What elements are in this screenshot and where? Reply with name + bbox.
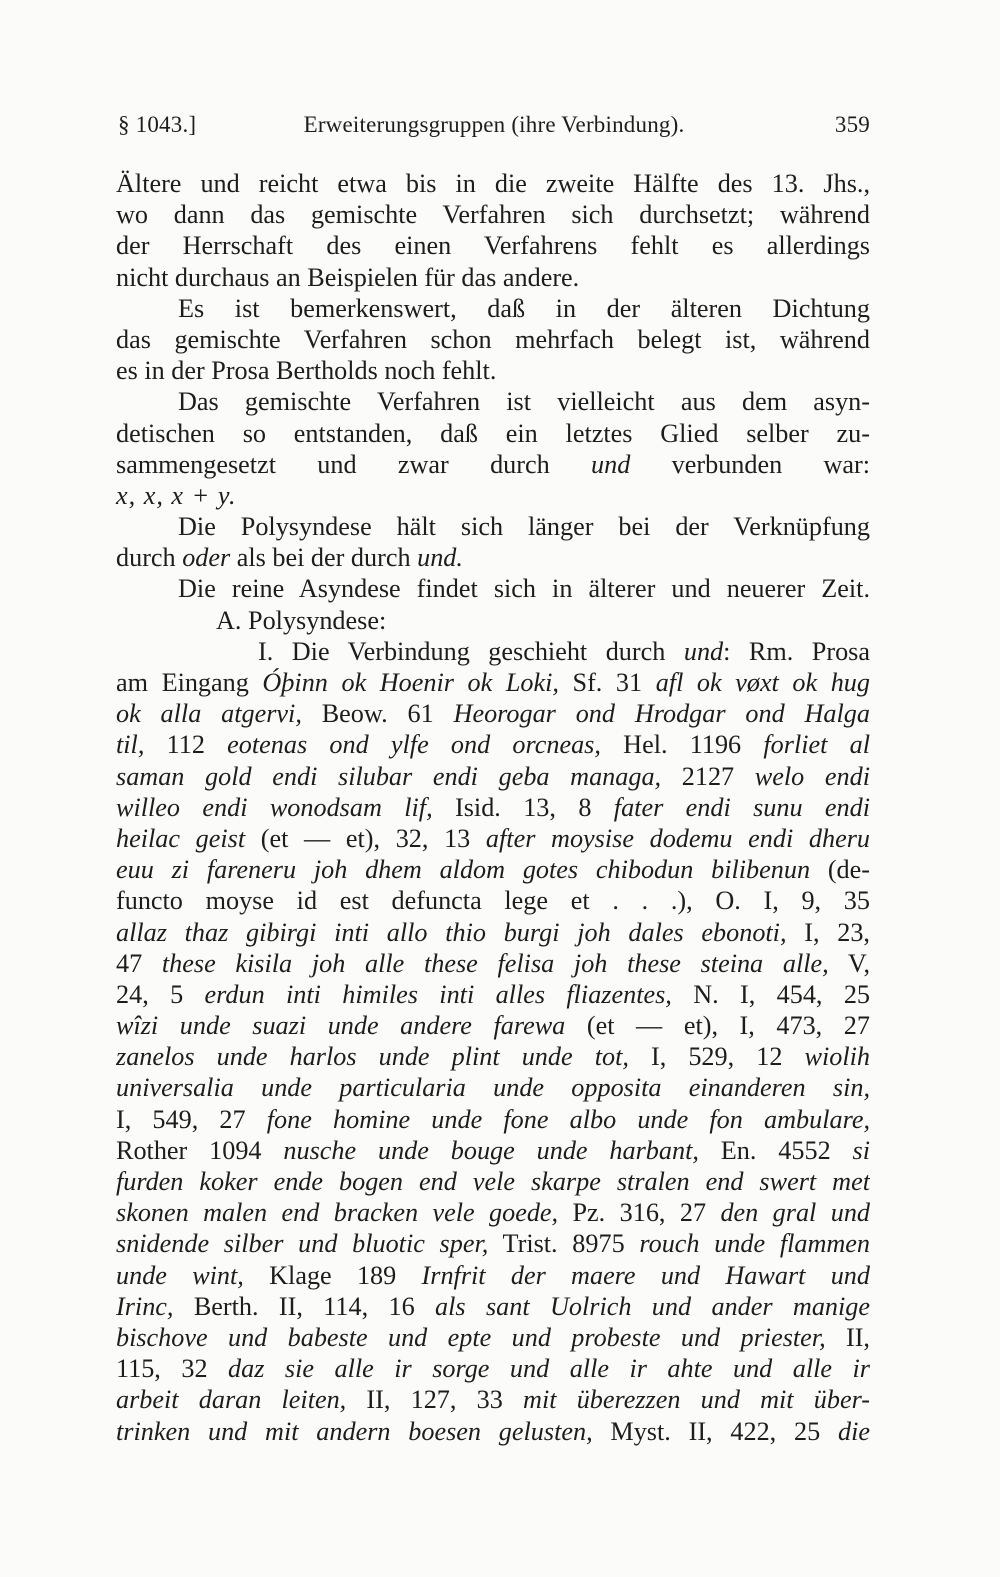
citation-text: Beow. 61 <box>301 699 454 729</box>
quoted-text: heilac geist <box>116 823 246 853</box>
section-heading: A. Polysyndese: <box>216 605 387 635</box>
example-line <box>116 667 870 698</box>
example-line <box>116 761 870 792</box>
text-run-italic: und <box>591 449 631 479</box>
text-line: es in der Prosa Bertholds noch fehlt. <box>116 356 497 386</box>
quoted-text: den gral und <box>720 1198 870 1228</box>
example-line <box>116 1416 870 1447</box>
citation-text: 112 <box>144 730 228 760</box>
citation-text: 2127 <box>661 761 755 791</box>
text-line: detischen so entstanden, daß ein letztes Glied selber zu- <box>116 418 870 448</box>
text-run: verbunden war: <box>671 449 870 479</box>
citation-text: V, <box>828 948 870 978</box>
quoted-text: erdun inti himiles inti alles fliazentes, <box>204 979 672 1009</box>
example-line <box>116 1384 870 1415</box>
citation-text: Berth. II, 114, 16 <box>173 1291 436 1321</box>
citation-text: II, <box>825 1322 870 1352</box>
text-line: Die reine Asyndese findet sich in älterer und neuerer Zeit. <box>178 574 870 604</box>
example-line <box>116 885 870 916</box>
running-title: Erweiterungsgruppen (ihre Verbindung). <box>303 112 685 137</box>
quoted-text: zanelos unde harlos unde plint unde tot, <box>116 1042 629 1072</box>
citation-text: 47 <box>116 948 162 978</box>
example-line <box>116 1322 870 1353</box>
quoted-text: wîzi unde suazi unde andere farewa <box>116 1011 566 1041</box>
citation-text: Isid. 13, 8 <box>432 792 614 822</box>
citation-text: (et — et), I, 473, 27 <box>565 1011 870 1041</box>
quoted-text: after moysise dodemu endi dheru <box>485 823 870 853</box>
quoted-text: Óþinn ok Hoenir ok Loki, <box>262 668 559 697</box>
quoted-text: trinken und mit andern boesen gelusten, <box>116 1416 593 1446</box>
quoted-text: daz sie alle ir sorge und alle ir ahte und alle ir <box>228 1354 870 1384</box>
text-line: Es ist bemerkenswert, daß in der älteren Dichtung <box>178 293 870 323</box>
citation-text: Klage 189 <box>243 1260 422 1290</box>
text-line: Die Polysyndese hält sich länger bei der Verknüpfung <box>178 512 870 542</box>
quoted-text: Heorogar ond Hrodgar ond Halga <box>453 699 870 729</box>
citation-text: (de- <box>810 855 870 885</box>
citation-text: Myst. II, 422, 25 <box>592 1416 838 1446</box>
citation-text: functo moyse id est defuncta lege et . . .), O. I, 9, 35 <box>116 886 870 916</box>
example-line <box>116 1291 870 1322</box>
citation-text: (et — et), 32, 13 <box>245 823 486 853</box>
citation-text: Hel. 1196 <box>600 730 764 760</box>
example-line <box>116 1353 870 1384</box>
text-run: : Rm. Prosa <box>723 636 870 666</box>
quoted-text: these kisila joh alle these felisa joh these steina alle, <box>161 948 829 978</box>
example-line <box>116 1104 870 1135</box>
quoted-text: skonen malen end bracken vele goede, <box>116 1198 559 1228</box>
example-line <box>116 1166 870 1197</box>
quoted-text: welo endi <box>754 761 870 791</box>
citation-text: Sf. 31 <box>558 668 656 697</box>
example-line <box>116 1260 870 1291</box>
text-line <box>116 542 870 573</box>
text-run: als bei der durch <box>236 543 411 573</box>
examples-block <box>116 667 870 1447</box>
text-run-italic: und. <box>417 543 463 573</box>
quoted-text: ok alla atgervi, <box>116 699 302 729</box>
quoted-text: die <box>838 1416 870 1446</box>
text-line <box>116 449 870 480</box>
quoted-text: arbeit daran leiten, <box>116 1385 347 1415</box>
example-line <box>116 1197 870 1228</box>
quoted-text: als sant Uolrich und ander manige <box>435 1291 870 1321</box>
text-run: sammengesetzt und zwar durch <box>116 449 550 479</box>
text-line: das gemischte Verfahren schon mehrfach belegt ist, während <box>116 324 870 354</box>
quoted-text: allaz thaz gibirgi inti allo thio burgi joh dales ebonoti, <box>116 917 787 947</box>
page-body <box>116 168 870 1447</box>
quoted-text: universalia unde particularia unde opposita einanderen sin, <box>116 1073 870 1103</box>
example-line <box>116 1135 870 1166</box>
subsection-heading <box>116 636 870 667</box>
quoted-text: fater endi sunu endi <box>613 792 870 822</box>
example-line <box>116 823 870 854</box>
citation-text: I, 549, 27 <box>116 1104 267 1134</box>
text-line: Das gemischte Verfahren ist vielleicht aus dem asyn- <box>178 387 870 417</box>
formula-line <box>116 480 870 511</box>
citation-text: am Eingang <box>116 668 263 697</box>
quoted-text: si <box>852 1135 870 1165</box>
quoted-text: rouch unde flammen <box>639 1229 870 1259</box>
text-line: wo dann das gemischte Verfahren sich durchsetzt; während <box>116 200 870 230</box>
citation-text: II, 127, 33 <box>346 1385 524 1415</box>
page-number: 359 <box>834 112 870 137</box>
text-line: nicht durchaus an Beispielen für das andere. <box>116 262 580 292</box>
text-run-italic: oder <box>182 543 231 573</box>
section-reference: § 1043.] <box>118 112 197 137</box>
quoted-text: Irinc, <box>116 1291 174 1321</box>
quoted-text: unde wint, <box>116 1260 244 1290</box>
citation-text: I, 23, <box>786 917 870 947</box>
text-run: durch <box>116 543 176 573</box>
citation-text: Trist. 8975 <box>488 1229 640 1259</box>
citation-text: I, 529, 12 <box>628 1042 805 1072</box>
quoted-text: snidende silber und bluotic sper, <box>116 1229 489 1259</box>
quoted-text: fone homine unde fone albo unde fon ambulare, <box>266 1104 870 1134</box>
example-line <box>116 979 870 1010</box>
quoted-text: forliet al <box>763 730 870 760</box>
citation-text: N. I, 454, 25 <box>671 979 870 1009</box>
quoted-text: mit überezzen und mit über- <box>523 1385 870 1415</box>
citation-text: Rother 1094 <box>116 1135 284 1165</box>
example-line <box>116 917 870 948</box>
example-line <box>116 698 870 729</box>
citation-text: 24, 5 <box>116 979 205 1009</box>
example-line <box>116 792 870 823</box>
quoted-text: til, <box>116 730 145 760</box>
text-line: der Herrschaft des einen Verfahrens fehlt es allerdings <box>116 231 870 261</box>
quoted-text: willeo endi wonodsam lif, <box>116 792 433 822</box>
quoted-text: Irnfrit der maere und Hawart und <box>421 1260 870 1290</box>
quoted-text: euu zi fareneru joh dhem aldom gotes chibodun bilibenun <box>116 855 811 885</box>
example-line <box>116 1010 870 1041</box>
example-line <box>116 948 870 979</box>
citation-text: En. 4552 <box>698 1135 853 1165</box>
example-line <box>116 1072 870 1103</box>
text-line: Ältere und reicht etwa bis in die zweite Hälfte des 13. Jhs., <box>116 169 870 198</box>
quoted-text: wiolih <box>804 1042 870 1072</box>
quoted-text: saman gold endi silubar endi geba managa, <box>116 761 662 791</box>
text-run: I. Die Verbindung geschieht durch <box>258 636 666 666</box>
quoted-text: furden koker ende bogen end vele skarpe stralen end swert met <box>116 1167 870 1196</box>
citation-text: Pz. 316, 27 <box>558 1198 721 1228</box>
example-line <box>116 854 870 885</box>
citation-text: 115, 32 <box>116 1354 229 1384</box>
quoted-text: bischove und babeste und epte und probeste und priester, <box>116 1322 826 1352</box>
example-line <box>116 1041 870 1072</box>
running-header <box>118 112 870 146</box>
example-line <box>116 1228 870 1259</box>
quoted-text: eotenas ond ylfe ond orcneas, <box>227 730 601 760</box>
quoted-text: nusche unde bouge unde harbant, <box>283 1135 699 1165</box>
quoted-text: afl ok vøxt ok hug <box>655 668 870 697</box>
formula: x, x, x + y. <box>116 480 237 510</box>
example-line <box>116 729 870 760</box>
text-run-italic: und <box>683 636 724 666</box>
